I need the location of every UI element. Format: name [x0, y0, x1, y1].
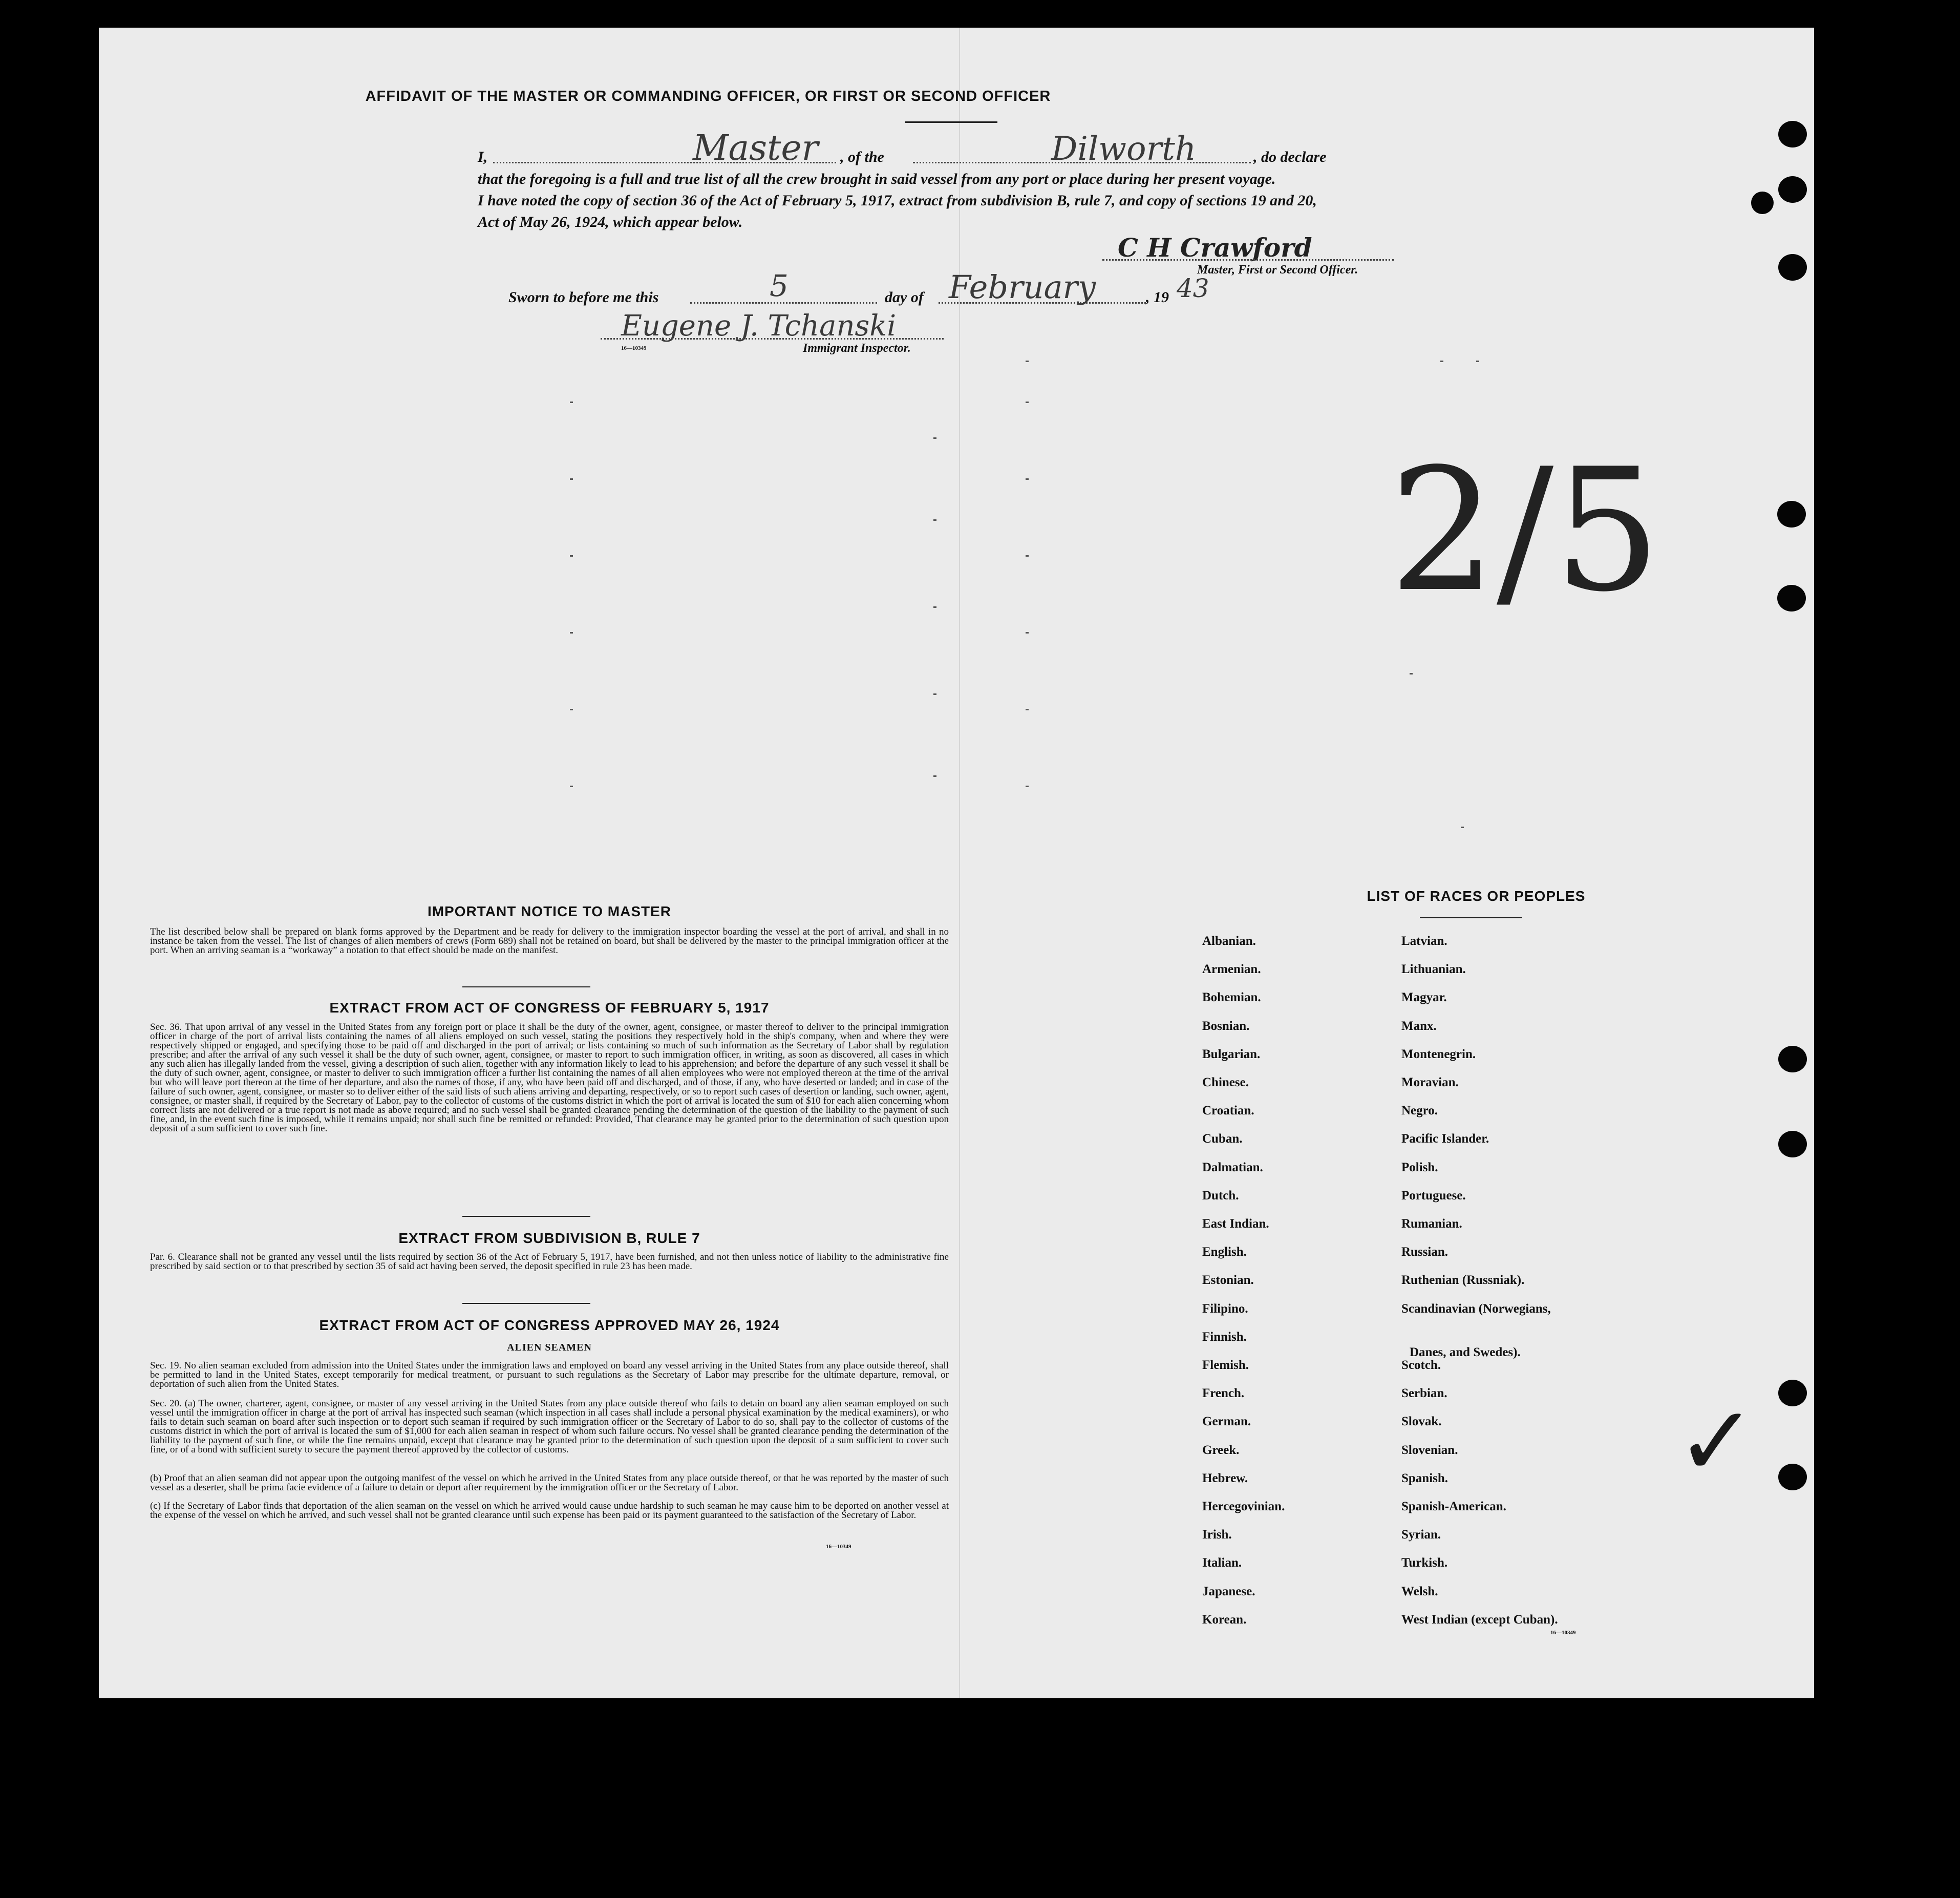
handwritten-year: 43	[1177, 273, 1209, 303]
race-item: Flemish.	[1202, 1358, 1249, 1372]
race-item: Spanish-American.	[1401, 1500, 1506, 1513]
race-item: Filipino.	[1202, 1302, 1248, 1316]
extract-1917-rule	[462, 1216, 590, 1217]
race-item: German.	[1202, 1415, 1251, 1428]
punch-hole	[1777, 585, 1806, 611]
race-item: French.	[1202, 1386, 1245, 1400]
race-item: Ruthenian (Russniak).	[1401, 1273, 1525, 1287]
do-declare-label: , do declare	[1253, 149, 1327, 165]
race-item: Chinese.	[1202, 1075, 1249, 1089]
race-item: Moravian.	[1401, 1075, 1459, 1089]
race-item: Rumanian.	[1401, 1217, 1462, 1231]
extract-1924-subtitle: ALIEN SEAMEN	[507, 1342, 592, 1353]
extract-1924-sec19: Sec. 19. No alien seaman excluded from admission into the United States under the immigration laws and employed on board any vessel arriving in the United States from any place outside thereof, shall be permitted to land in the United States, except temporarily for medical treatment, or pursuant to such regulations as the Secretary of Labor may prescribe for the ultimate departure, removal, or deportation of such alien from the United States.	[150, 1360, 949, 1389]
race-item: East Indian.	[1202, 1217, 1269, 1231]
affidavit-body-line-1: that the foregoing is a full and true list of all the crew brought in said vessel from any port or place during her present voyage.	[478, 171, 1276, 187]
affidavit-i-label: I,	[478, 149, 488, 165]
race-item: Greek.	[1202, 1443, 1240, 1457]
affidavit-title: AFFIDAVIT OF THE MASTER OR COMMANDING OFFICER, OR FIRST OR SECOND OFFICER	[365, 88, 1051, 104]
race-item: Finnish.	[1202, 1330, 1247, 1344]
race-item: Estonian.	[1202, 1273, 1254, 1287]
handwritten-vessel: Dilworth	[1051, 130, 1197, 168]
race-item: Polish.	[1401, 1161, 1438, 1174]
fraction-mark: 2/5	[1389, 432, 1661, 629]
sworn-label: Sworn to before me this	[508, 289, 659, 306]
day-of-label: day of	[885, 289, 924, 306]
extract-1924-sec20a: Sec. 20. (a) The owner, charterer, agent, consignee, or master of any vessel arriving in the United States from any place outside thereof who fails to detain on board any alien seaman employed on such vessel until the immigration officer in charge at the port of arrival has inspected such seaman (which inspection in all cases shall include a personal physical examination by the medical examiners), or who fails to detain such seaman on board after such inspection or to deport such seaman if required by such immigration officer or the Secretary of Labor to do so, shall pay to the collector of customs of the customs district in which the port of arrival is located the sum of $1,000 for each alien seaman in respect of whom such failure occurs. No vessel shall be granted clearance pending the determination of the liability to the payment of such fine, or while the fine remains unpaid, except that clearance may be granted prior to the determination of such question upon the deposit of a sum sufficient to cover such fine, or of a bond with sufficient surety to secure the payment thereof approved by the collector of customs.	[150, 1398, 949, 1455]
handwritten-month: February	[949, 268, 1096, 306]
race-item: Russian.	[1401, 1245, 1448, 1259]
race-item: Korean.	[1202, 1613, 1247, 1627]
race-item: Slovenian.	[1401, 1443, 1458, 1457]
race-item: Magyar.	[1401, 990, 1447, 1004]
race-item: West Indian (except Cuban).	[1401, 1613, 1558, 1627]
extract-1924-sec20b: (b) Proof that an alien seaman did not appear upon the outgoing manifest of the vessel on which he arrived in the United States from any place outside thereof, or that he was reported by the master of such vessel as a deserter, shall be prima facie evidence of a failure to detain or deport after requirement by the immigration officer or the Secretary of Labor.	[150, 1473, 949, 1493]
races-form-number: 16—10349	[1550, 1630, 1576, 1636]
extract-rule7-title: EXTRACT FROM SUBDIVISION B, RULE 7	[398, 1230, 700, 1246]
race-item: Syrian.	[1401, 1528, 1441, 1542]
races-title: LIST OF RACES OR PEOPLES	[1367, 888, 1586, 904]
race-item: Pacific Islander.	[1401, 1132, 1489, 1146]
extract-rule7-rule	[462, 1303, 590, 1304]
affidavit-body-line-2: I have noted the copy of section 36 of the Act of February 5, 1917, extract from subdivision B, rule 7, and copy of sections 19 and 20,	[478, 192, 1317, 209]
race-item: Japanese.	[1202, 1585, 1255, 1598]
extract-rule7-text: Par. 6. Clearance shall not be granted any vessel until the lists required by section 36 of the Act of February 5, 1917, have been furnished, and not then unless notice of liability to the administrative fine prescribed by said section or to that prescribed by section 35 of said act having been served, the deposit specified in rule 23 has been made.	[150, 1252, 949, 1272]
punch-hole	[1778, 1380, 1807, 1406]
handwritten-day: 5	[770, 268, 789, 303]
signature-line	[1102, 259, 1394, 261]
punch-hole	[1778, 121, 1807, 147]
notice-rule	[462, 986, 590, 987]
punch-hole	[1778, 254, 1807, 281]
race-item: Spanish.	[1401, 1471, 1448, 1485]
punch-hole	[1778, 1464, 1807, 1490]
affidavit-form-number: 16—10349	[621, 345, 647, 351]
race-item: Welsh.	[1401, 1585, 1438, 1598]
race-item: Albanian.	[1202, 934, 1256, 948]
inspector-signature: Eugene J. Tchanski	[621, 309, 897, 343]
inspector-caption: Immigrant Inspector.	[803, 342, 911, 355]
master-signature: C H Crawford	[1118, 233, 1312, 263]
punch-hole	[1778, 176, 1807, 203]
race-item: Latvian.	[1401, 934, 1447, 948]
race-item: Montenegrin.	[1401, 1047, 1476, 1061]
check-mark: ✓	[1676, 1389, 1758, 1496]
race-item: Turkish.	[1401, 1556, 1448, 1570]
document-page	[99, 28, 1814, 1698]
race-item: English.	[1202, 1245, 1247, 1259]
extract-1917-text: Sec. 36. That upon arrival of any vessel in the United States from any foreign port or place it shall be the duty of the owner, agent, consignee, or master thereof to deliver to the principal immigration officer in charge of the port of arrival lists containing the names of all aliens employed on such vessel, stating the positions they respectively hold in the ship's company, when and where they were respectively shipped or engaged, and specifying those to be paid off and discharged in the port of arrival; or lists containing so much of such information as the Secretary of Labor shall by regulation prescribe; and after the arrival of any such vessel it shall be the duty of such owner, agent, consignee, or master to report to such immigration officer, in writing, as soon as discovered, all cases in which any such alien has illegally landed from the vessel, giving a description of such alien, together with any information likely to lead to his apprehension; and before the departure of any such vessel it shall be the duty of such owner, agent, consignee, or master to deliver to such immigration officer a further list containing the names of all alien employees who were not employed thereon at the time of the arrival but who will leave port thereon at the time of her departure, and also the names of those, if any, who have been paid off and discharged, and of those, if any, who have deserted or landed; and in case of the failure of such owner, agent, consignee, or master so to deliver either of the said lists of such aliens arriving and departing, respectively, or so to report such cases of desertion or landing, such owner, agent, consignee, or master shall, if required by the Secretary of Labor, pay to the collector of customs of the customs district in which the port of arrival is located the sum of $10 for each alien concerning whom correct lists are not delivered or a true report is not made as above required; and no such vessel shall be granted clearance pending the determination of the question of the liability to the payment of such fine, and, in the event such fine is imposed, while it remains unpaid; nor shall such fine be remitted or refunded: Provided, That clearance may be granted prior to the determination of such question upon deposit of a sum sufficient to cover such fine.	[150, 1022, 949, 1134]
extract-form-number: 16—10349	[826, 1544, 851, 1550]
race-item: Portuguese.	[1401, 1189, 1466, 1203]
year-prefix: , 19	[1146, 289, 1169, 306]
race-item: Lithuanian.	[1401, 962, 1466, 976]
race-item: Armenian.	[1202, 962, 1261, 976]
races-rule	[1420, 917, 1522, 918]
signature-caption: Master, First or Second Officer.	[1197, 263, 1358, 277]
of-the-label: , of the	[840, 149, 884, 165]
affidavit-body-line-3: Act of May 26, 1924, which appear below.	[478, 214, 743, 230]
handwritten-name: Master	[693, 128, 819, 168]
race-item: Bulgarian.	[1202, 1047, 1261, 1061]
race-item: Cuban.	[1202, 1132, 1243, 1146]
race-item: Dalmatian.	[1202, 1161, 1263, 1174]
race-item: Bosnian.	[1202, 1019, 1250, 1033]
race-item: Hebrew.	[1202, 1471, 1248, 1485]
punch-hole	[1777, 501, 1806, 528]
race-item: Italian.	[1202, 1556, 1242, 1570]
punch-hole	[1751, 192, 1774, 214]
extract-1924-title: EXTRACT FROM ACT OF CONGRESS APPROVED MAY 26, 1924	[319, 1317, 780, 1333]
extract-1924-sec20c: (c) If the Secretary of Labor finds that deportation of the alien seaman on the vessel on which he arrived would cause undue hardship to such seaman he may cause him to be deported on another vessel at the expense of the vessel on which he arrived, and such vessel shall not be granted clearance until such expense has been paid or its payment guaranteed to the satisfaction of the Secretary of Labor.	[150, 1501, 949, 1521]
race-item: Scandinavian (Norwegians,	[1401, 1302, 1551, 1316]
extract-1917-title: EXTRACT FROM ACT OF CONGRESS OF FEBRUARY 5, 1917	[329, 1000, 770, 1016]
race-item: Serbian.	[1401, 1386, 1447, 1400]
race-item: Hercegovinian.	[1202, 1500, 1285, 1513]
title-rule	[905, 121, 997, 123]
race-item: Slovak.	[1401, 1415, 1442, 1428]
race-item: Danes, and Swedes).	[1410, 1345, 1521, 1359]
race-item: Bohemian.	[1202, 990, 1261, 1004]
race-item: Croatian.	[1202, 1104, 1254, 1117]
notice-text: The list described below shall be prepared on blank forms approved by the Department and be ready for delivery to the immigration inspector boarding the vessel at the port of arrival, and shall in no instance be taken from the vessel. The list of changes of alien members of crews (Form 689) shall not be retained on board, but shall be delivered by the master to the principal immigration officer at the port. When an arriving seaman is a “workaway” a notation to that effect should be made on the manifest.	[150, 926, 949, 956]
punch-hole	[1778, 1131, 1807, 1157]
punch-hole	[1778, 1046, 1807, 1072]
race-item: Negro.	[1401, 1104, 1438, 1117]
race-item: Dutch.	[1202, 1189, 1239, 1203]
race-item: Irish.	[1202, 1528, 1232, 1542]
notice-title: IMPORTANT NOTICE TO MASTER	[427, 903, 672, 919]
inspector-line	[601, 338, 944, 340]
race-item: Scotch.	[1401, 1358, 1441, 1372]
race-item: Manx.	[1401, 1019, 1437, 1033]
